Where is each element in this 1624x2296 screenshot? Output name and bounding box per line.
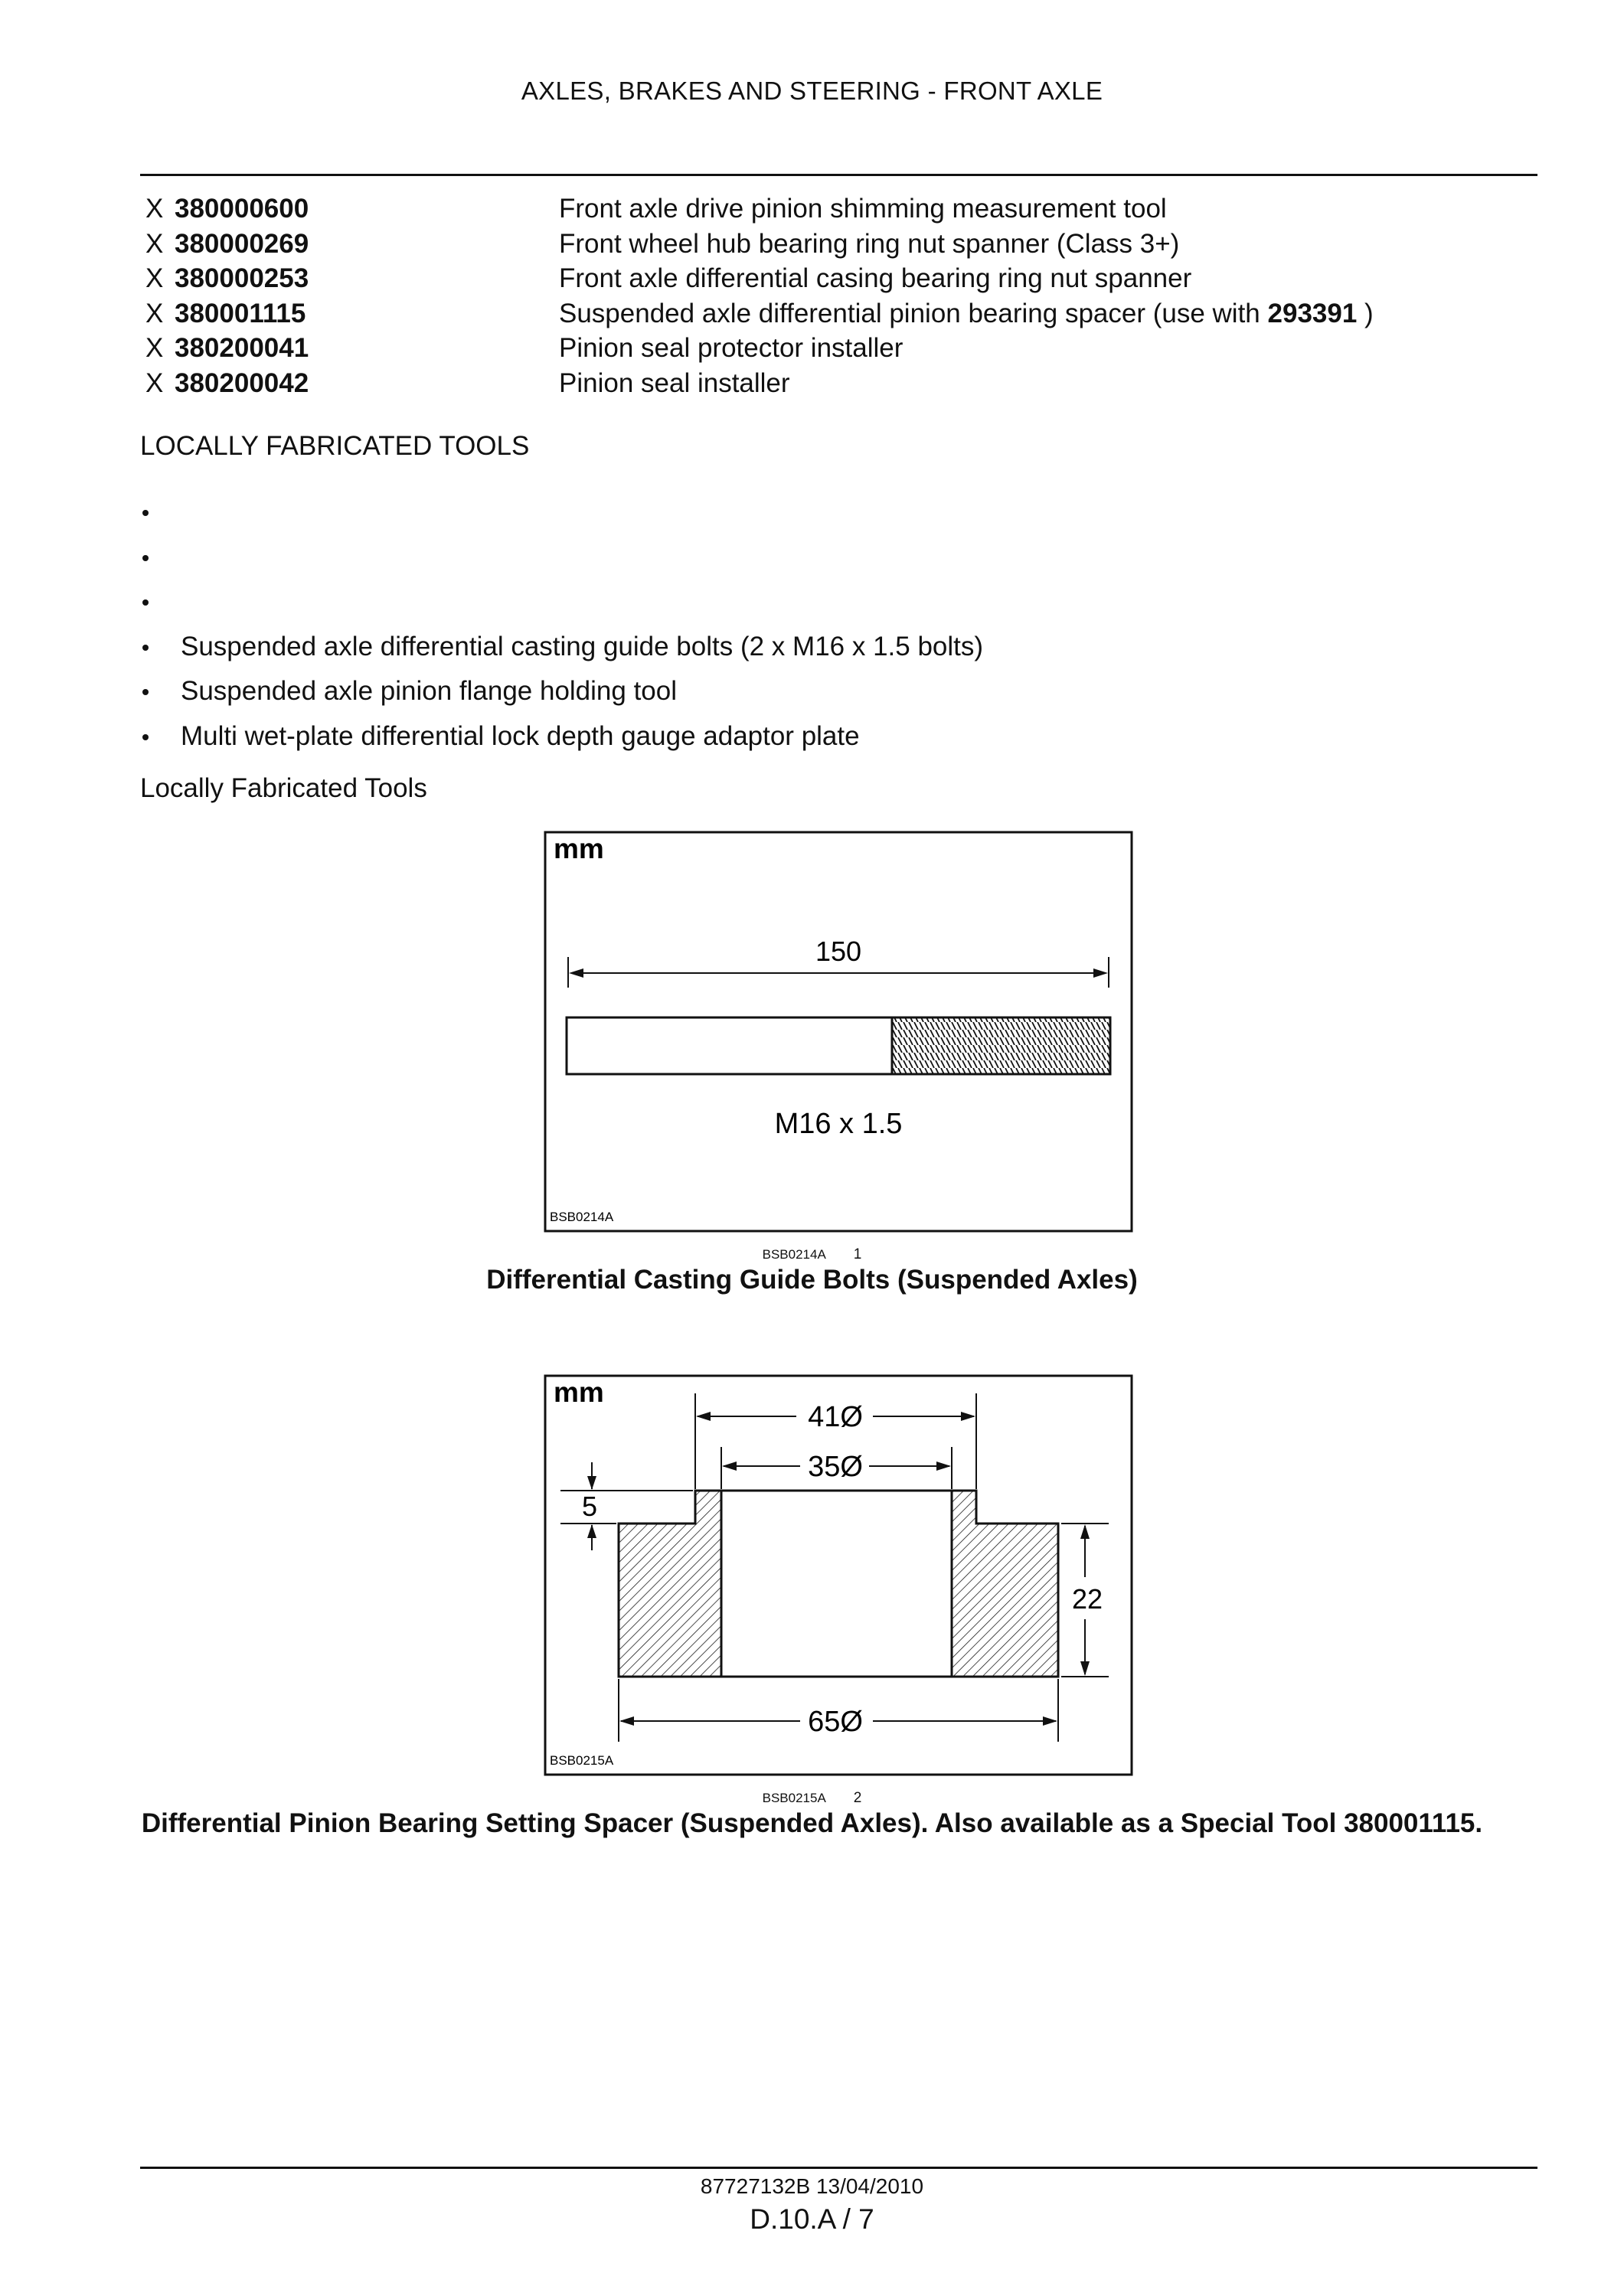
tool-description: Pinion seal installer <box>559 367 790 398</box>
list-item: Multi wet-plate differential lock depth gauge adaptor plate <box>140 714 1518 759</box>
list-item: Suspended axle differential casting guide bolts (2 x M16 x 1.5 bolts) <box>140 625 1518 670</box>
tool-prefix: X <box>145 228 164 259</box>
outer-diameter-label: 65Ø <box>808 1706 863 1738</box>
tool-row <box>145 366 1539 401</box>
tool-description: Front axle differential casing bearing ring nut spanner <box>559 263 1192 293</box>
tool-row <box>145 191 1539 227</box>
section-title: LOCALLY FABRICATED TOOLS <box>140 431 530 461</box>
header-rule <box>140 174 1537 176</box>
tool-number: 380000600 <box>175 194 309 224</box>
thread-label: M16 x 1.5 <box>774 1108 903 1140</box>
tool-prefix: X <box>145 194 164 224</box>
page-header-title: AXLES, BRAKES AND STEERING - FRONT AXLE <box>521 77 1103 105</box>
unit-label: mm <box>554 833 604 864</box>
tool-number: 380000269 <box>175 228 309 259</box>
tool-prefix: X <box>145 367 164 398</box>
tool-prefix: X <box>145 263 164 293</box>
bolt-shank <box>567 1017 892 1074</box>
length-label: 150 <box>815 936 862 967</box>
figure-caption: Differential Casting Guide Bolts (Suspended Axles) <box>486 1265 1138 1295</box>
tool-prefix: X <box>145 333 164 363</box>
footer-document-code: 87727132B 13/04/2010 <box>700 2174 924 2198</box>
tool-row <box>145 296 1539 331</box>
inner-diameter-label: 35Ø <box>808 1451 863 1483</box>
tool-description: Pinion seal protector installer <box>559 333 903 363</box>
figures-heading: Locally Fabricated Tools <box>140 773 427 803</box>
tool-row <box>145 261 1539 296</box>
tool-number: 380001115 <box>175 298 306 328</box>
bullet-icon <box>142 734 149 740</box>
figure-caption: Differential Pinion Bearing Setting Spacer (Suspended Axles). Also available as a Special Tool 380001115. <box>141 1808 1483 1838</box>
figure-code: BSB0215A <box>550 1753 614 1768</box>
list-item <box>140 490 1518 535</box>
height-label: 22 <box>1071 1583 1103 1615</box>
bullet-icon <box>142 555 149 561</box>
bullet-icon <box>142 510 149 516</box>
tool-description: Front wheel hub bearing ring nut spanner (Class 3+) <box>559 228 1180 259</box>
tool-number: 380000253 <box>175 263 309 293</box>
tool-description: Suspended axle differential pinion bearing spacer (use with 293391 ) <box>559 298 1374 328</box>
special-tools-list <box>145 191 1539 400</box>
bullet-icon <box>142 599 149 606</box>
guide-bolt-figure <box>544 831 1133 1233</box>
step-height-label: 5 <box>581 1491 598 1522</box>
bullet-icon <box>142 645 149 651</box>
figure-code: BSB0214A <box>550 1210 614 1224</box>
tool-number: 380200042 <box>175 367 309 398</box>
tool-row <box>145 331 1539 366</box>
tool-description: Front axle drive pinion shimming measurement tool <box>559 194 1167 224</box>
tool-reference-number: 293391 <box>1267 298 1358 328</box>
bullet-icon <box>142 689 149 695</box>
outer-top-diameter-label: 41Ø <box>808 1401 863 1433</box>
fabricated-tools-list <box>140 490 1518 759</box>
footer-page-number: D.10.A / 7 <box>750 2203 874 2235</box>
tool-number: 380200041 <box>175 333 309 363</box>
bolt-thread <box>892 1017 1110 1074</box>
figure-reference: BSB0214A 1 <box>762 1246 862 1262</box>
list-item: Suspended axle pinion flange holding tool <box>140 669 1518 714</box>
unit-label: mm <box>554 1377 604 1408</box>
figure-reference: BSB0215A 2 <box>762 1790 862 1806</box>
spacer-figure <box>544 1374 1133 1776</box>
list-item <box>140 535 1518 580</box>
tool-row <box>145 227 1539 262</box>
list-item <box>140 580 1518 625</box>
footer-rule <box>140 2167 1537 2169</box>
tool-prefix: X <box>145 298 164 328</box>
